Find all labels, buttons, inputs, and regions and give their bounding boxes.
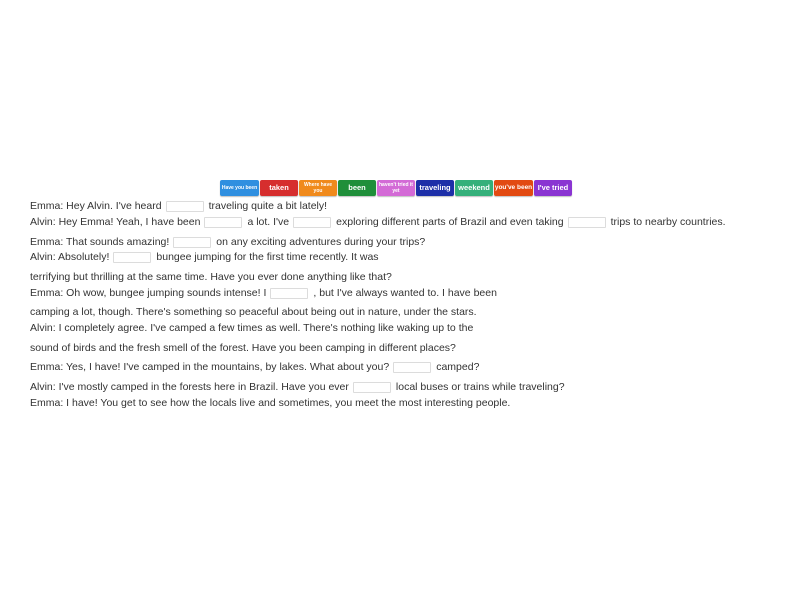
dialogue-line: Alvin: I've mostly camped in the forests here in Brazil. Have you ever local buses or trains while traveling? bbox=[30, 381, 565, 393]
dialogue-line: sound of birds and the fresh smell of the forest. Have you been camping in different places? bbox=[30, 342, 456, 354]
answer-gap-6[interactable] bbox=[113, 252, 151, 263]
tile-weekend[interactable]: weekend bbox=[455, 180, 493, 196]
dialogue-line: terrifying but thrilling at the same time. Have you ever done anything like that? bbox=[30, 271, 392, 283]
answer-gap-2[interactable] bbox=[204, 217, 242, 228]
tile-youve-been[interactable]: you've been bbox=[494, 180, 533, 196]
answer-tiles bbox=[220, 180, 572, 196]
answer-gap-5[interactable] bbox=[173, 237, 211, 248]
dialogue-line: Alvin: I completely agree. I've camped a few times as well. There's nothing like waking up to the bbox=[30, 322, 474, 334]
answer-gap-3[interactable] bbox=[293, 217, 331, 228]
tile-taken[interactable]: taken bbox=[260, 180, 298, 196]
dialogue-line: Emma: That sounds amazing! on any exciting adventures during your trips? bbox=[30, 236, 426, 248]
answer-gap-1[interactable] bbox=[166, 201, 204, 212]
answer-gap-9[interactable] bbox=[353, 382, 391, 393]
dialogue-line: Alvin: Hey Emma! Yeah, I have been a lot. I've exploring different parts of Brazil and even taking trips to nearby countries. bbox=[30, 216, 726, 228]
tile-traveling[interactable]: traveling bbox=[416, 180, 454, 196]
answer-gap-4[interactable] bbox=[568, 217, 606, 228]
tile-ive-tried[interactable]: I've tried bbox=[534, 180, 572, 196]
dialogue-line: camping a lot, though. There's something so peaceful about being out in nature, under the stars. bbox=[30, 306, 477, 318]
tile-where-have-you[interactable]: Where have you bbox=[299, 180, 337, 196]
dialogue-line: Emma: Yes, I have! I've camped in the mountains, by lakes. What about you? camped? bbox=[30, 361, 480, 373]
dialogue-line: Emma: I have! You get to see how the locals live and sometimes, you meet the most interesting people. bbox=[30, 397, 511, 409]
dialogue-line: Emma: Hey Alvin. I've heard traveling quite a bit lately! bbox=[30, 200, 328, 212]
answer-gap-7[interactable] bbox=[270, 288, 308, 299]
tile-have-you-been[interactable]: Have you been bbox=[220, 180, 259, 196]
dialogue-line: Emma: Oh wow, bungee jumping sounds intense! I , but I've always wanted to. I have been bbox=[30, 287, 497, 299]
tile-been[interactable]: been bbox=[338, 180, 376, 196]
answer-gap-8[interactable] bbox=[393, 362, 431, 373]
tile-havent-tried-it-yet[interactable]: haven't tried it yet bbox=[377, 180, 415, 196]
dialogue-line: Alvin: Absolutely! bungee jumping for the first time recently. It was bbox=[30, 251, 379, 263]
